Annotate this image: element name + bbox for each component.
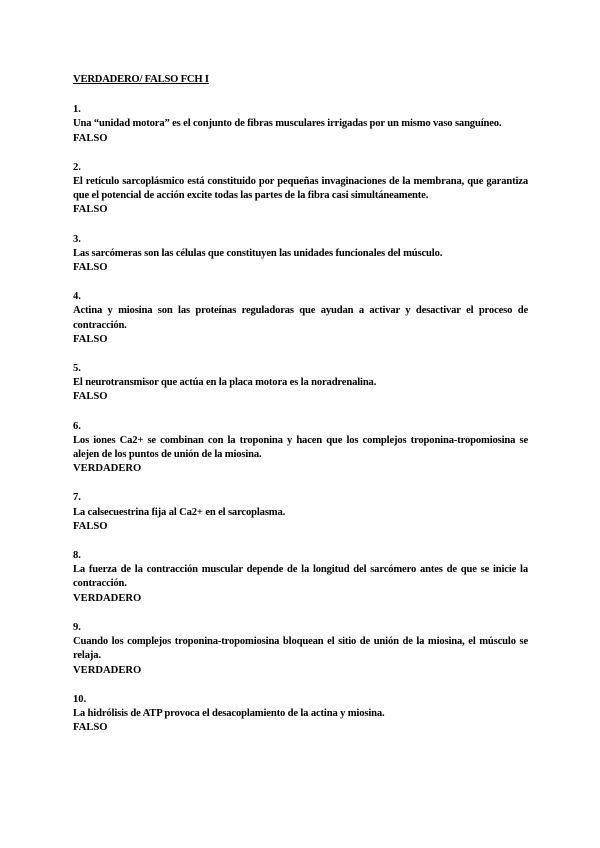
question-item-6: [73, 420, 528, 477]
question-item-4: [73, 290, 528, 347]
question-answer: FALSO: [73, 722, 108, 734]
question-answer: FALSO: [73, 333, 108, 345]
question-number: 6.: [73, 420, 81, 432]
question-text: La calsecuestrina fija al Ca2+ en el sarcoplasma.: [73, 506, 286, 518]
question-number: 4.: [73, 291, 81, 303]
question-item-2: [73, 161, 528, 218]
question-number: 7.: [73, 492, 81, 504]
question-answer: VERDADERO: [73, 463, 142, 475]
document-title: VERDADERO/ FALSO FCH I: [73, 74, 209, 85]
question-number: 8.: [73, 550, 81, 562]
question-item-7: [73, 491, 528, 534]
question-text: La fuerza de la contracción muscular depende de la longitud del sarcómero antes de que se inicie la contracción.: [73, 564, 528, 590]
question-answer: FALSO: [73, 520, 108, 532]
question-item-1: [73, 103, 528, 146]
question-answer: FALSO: [73, 204, 108, 216]
question-answer: FALSO: [73, 132, 108, 144]
question-item-3: [73, 233, 528, 276]
question-answer: FALSO: [73, 391, 108, 403]
question-number: 10.: [73, 693, 87, 705]
question-text: Una “unidad motora” es el conjunto de fibras musculares irrigadas por un mismo vaso sanguíneo.: [73, 118, 502, 130]
question-item-8: [73, 549, 528, 606]
question-text: Actina y miosina son las proteínas reguladoras que ayudan a activar y desactivar el proceso de contracción.: [73, 305, 528, 331]
question-answer: VERDADERO: [73, 592, 142, 604]
question-answer: FALSO: [73, 262, 108, 274]
question-text: El neurotransmisor que actúa en la placa motora es la noradrenalina.: [73, 377, 377, 389]
question-text: Los iones Ca2+ se combinan con la troponina y hacen que los complejos troponina-tropomiosina se alejen de los puntos de unión de la miosina.: [73, 434, 528, 461]
question-item-10: [73, 693, 528, 736]
question-text: La hidrólisis de ATP provoca el desacoplamiento de la actina y miosina.: [73, 707, 385, 719]
question-item-5: [73, 362, 528, 405]
question-text: Cuando los complejos troponina-tropomiosina bloquean el sitio de unión de la miosina, el músculo se relaja.: [73, 636, 528, 662]
question-text: El retículo sarcoplásmico está constituido por pequeñas invaginaciones de la membrana, que garantiza que el potencial de acción excite todas las partes de la fibra casi simultáneamente.: [73, 176, 528, 202]
question-answer: VERDADERO: [73, 664, 142, 676]
question-text: Las sarcómeras son las células que constituyen las unidades funcionales del músculo.: [73, 247, 443, 259]
document-page: [73, 73, 528, 750]
question-number: 1.: [73, 104, 81, 116]
question-number: 5.: [73, 363, 81, 375]
question-item-9: [73, 621, 528, 678]
question-number: 2.: [73, 161, 81, 173]
question-number: 3.: [73, 233, 81, 245]
question-number: 9.: [73, 621, 81, 633]
